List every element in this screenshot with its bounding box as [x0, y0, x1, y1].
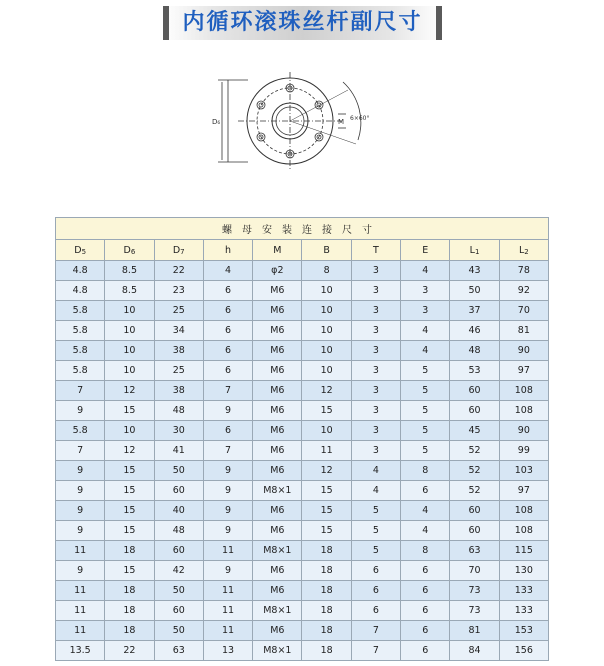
table-cell: 18 — [302, 561, 351, 581]
table-cell: 6 — [401, 641, 450, 661]
table-cell: 42 — [154, 561, 203, 581]
table-row — [56, 281, 549, 301]
table-cell: 5.8 — [56, 341, 105, 361]
table-cell: 18 — [105, 581, 154, 601]
table-cell: 41 — [154, 441, 203, 461]
table-cell: 81 — [499, 321, 548, 341]
table-cell: 60 — [450, 521, 499, 541]
table-cell: 9 — [56, 521, 105, 541]
table-cell: 10 — [302, 281, 351, 301]
table-row — [56, 261, 549, 281]
column-header-label: L — [469, 244, 475, 256]
table-row — [56, 461, 549, 481]
table-cell: 11 — [56, 541, 105, 561]
page-title: 内循环滚珠丝杆副尺寸 — [182, 10, 423, 35]
table-cell: 13.5 — [56, 641, 105, 661]
column-header-row — [56, 240, 549, 261]
table-cell: 60 — [450, 401, 499, 421]
table-cell: 153 — [499, 621, 548, 641]
column-header-label: D — [123, 244, 131, 256]
table-cell: 5 — [401, 381, 450, 401]
table-cell: 7 — [203, 381, 252, 401]
table-cell: 18 — [302, 641, 351, 661]
table-cell: 18 — [105, 601, 154, 621]
table-cell: 38 — [154, 381, 203, 401]
table-cell: 46 — [450, 321, 499, 341]
table-cell: 6 — [203, 341, 252, 361]
table-cell: 130 — [499, 561, 548, 581]
table-cell: 3 — [351, 421, 400, 441]
table-cell: 10 — [105, 341, 154, 361]
column-header — [56, 240, 105, 261]
table-cell: 22 — [105, 641, 154, 661]
table-row — [56, 401, 549, 421]
table-row — [56, 341, 549, 361]
dim-label-vertical: D₆ — [212, 118, 221, 126]
table-cell: 10 — [302, 301, 351, 321]
column-header — [499, 240, 548, 261]
table-cell: 8 — [401, 461, 450, 481]
table-cell: 6 — [203, 281, 252, 301]
table-cell: M6 — [253, 321, 302, 341]
column-header-label: T — [373, 244, 379, 256]
table-cell: 156 — [499, 641, 548, 661]
table-cell: 60 — [154, 481, 203, 501]
table-cell: 99 — [499, 441, 548, 461]
table-cell: 18 — [302, 541, 351, 561]
table-cell: M8×1 — [253, 541, 302, 561]
table-cell: 11 — [203, 581, 252, 601]
column-header — [203, 240, 252, 261]
table-cell: 4.8 — [56, 281, 105, 301]
column-header — [302, 240, 351, 261]
column-header — [351, 240, 400, 261]
table-cell: 12 — [105, 441, 154, 461]
table-row — [56, 321, 549, 341]
table-cell: 6 — [203, 361, 252, 381]
table-cell: 3 — [351, 261, 400, 281]
table-cell: 10 — [302, 321, 351, 341]
table-body — [56, 261, 549, 661]
table-cell: 70 — [499, 301, 548, 321]
table-cell: 5.8 — [56, 321, 105, 341]
table-cell: 11 — [203, 621, 252, 641]
table-cell: 133 — [499, 581, 548, 601]
table-cell: M6 — [253, 341, 302, 361]
table-cell: 5.8 — [56, 361, 105, 381]
table-cell: 9 — [56, 401, 105, 421]
table-cell: 48 — [450, 341, 499, 361]
table-row — [56, 421, 549, 441]
table-cell: 5 — [351, 521, 400, 541]
table-cell: 15 — [302, 521, 351, 541]
table-cell: 18 — [302, 621, 351, 641]
table-cell: 108 — [499, 521, 548, 541]
table-cell: 60 — [450, 501, 499, 521]
table-cell: 84 — [450, 641, 499, 661]
table-cell: 15 — [105, 401, 154, 421]
title-banner — [163, 6, 442, 40]
table-cell: 5.8 — [56, 421, 105, 441]
table-cell: 50 — [154, 461, 203, 481]
table-cell: 11 — [203, 601, 252, 621]
column-header-subscript: 2 — [524, 247, 529, 256]
table-cell: 12 — [302, 461, 351, 481]
table-cell: M6 — [253, 621, 302, 641]
table-row — [56, 441, 549, 461]
table-row — [56, 581, 549, 601]
table-cell: 50 — [154, 581, 203, 601]
table-cell: 5 — [351, 541, 400, 561]
table-row — [56, 621, 549, 641]
table-cell: 10 — [105, 421, 154, 441]
table-cell: 52 — [450, 461, 499, 481]
table-cell: 60 — [450, 381, 499, 401]
table-cell: 15 — [302, 501, 351, 521]
column-header-label: E — [422, 244, 429, 256]
table-cell: 4 — [351, 461, 400, 481]
table-cell: 70 — [450, 561, 499, 581]
table-cell: 15 — [105, 461, 154, 481]
table-cell: 9 — [203, 401, 252, 421]
table-cell: 15 — [105, 521, 154, 541]
table-cell: 11 — [56, 621, 105, 641]
table-cell: 3 — [351, 301, 400, 321]
table-cell: 4 — [401, 321, 450, 341]
table-cell: 60 — [154, 601, 203, 621]
column-header — [253, 240, 302, 261]
table-cell: 9 — [56, 561, 105, 581]
table-cell: 18 — [302, 601, 351, 621]
table-cell: 90 — [499, 421, 548, 441]
table-cell: 9 — [203, 561, 252, 581]
table-cell: 60 — [154, 541, 203, 561]
table-cell: 10 — [105, 361, 154, 381]
table-cell: 18 — [302, 581, 351, 601]
table-cell: 3 — [351, 341, 400, 361]
table-cell: M6 — [253, 421, 302, 441]
table-cell: M6 — [253, 581, 302, 601]
table-cell: 63 — [154, 641, 203, 661]
table-cell: M6 — [253, 441, 302, 461]
table-cell: 10 — [105, 301, 154, 321]
table-cell: 4.8 — [56, 261, 105, 281]
angle-label: 6×60° — [350, 115, 370, 122]
table-cell: 92 — [499, 281, 548, 301]
table-cell: 8.5 — [105, 281, 154, 301]
table-cell: 25 — [154, 361, 203, 381]
table-cell: 15 — [105, 501, 154, 521]
table-cell: 9 — [203, 521, 252, 541]
table-cell: 5 — [401, 361, 450, 381]
spec-table — [55, 217, 549, 661]
table-cell: 50 — [450, 281, 499, 301]
table-row — [56, 521, 549, 541]
table-cell: 9 — [203, 461, 252, 481]
column-header-label: h — [225, 244, 232, 256]
table-cell: 18 — [105, 621, 154, 641]
table-cell: 7 — [56, 381, 105, 401]
table-cell: 6 — [401, 621, 450, 641]
column-header-label: B — [323, 244, 330, 256]
column-header — [450, 240, 499, 261]
table-cell: 9 — [56, 481, 105, 501]
column-header-label: M — [273, 244, 282, 256]
table-cell: 7 — [203, 441, 252, 461]
table-cell: 18 — [105, 541, 154, 561]
table-cell: 10 — [302, 361, 351, 381]
table-cell: 5 — [401, 421, 450, 441]
column-header — [105, 240, 154, 261]
table-cell: 3 — [351, 441, 400, 461]
table-cell: 7 — [56, 441, 105, 461]
table-cell: 11 — [56, 601, 105, 621]
table-cell: 5 — [401, 441, 450, 461]
table-cell: 6 — [351, 601, 400, 621]
table-row — [56, 641, 549, 661]
table-cell: 73 — [450, 581, 499, 601]
table-cell: 3 — [401, 301, 450, 321]
column-header-label: D — [172, 244, 181, 256]
table-cell: 12 — [302, 381, 351, 401]
table-cell: 45 — [450, 421, 499, 441]
table-cell: M6 — [253, 561, 302, 581]
table-cell: M6 — [253, 281, 302, 301]
table-cell: M6 — [253, 381, 302, 401]
table-row — [56, 361, 549, 381]
table-cell: 9 — [56, 501, 105, 521]
table-cell: 73 — [450, 601, 499, 621]
table-cell: 6 — [401, 481, 450, 501]
table-cell: 34 — [154, 321, 203, 341]
table-cell: 7 — [351, 621, 400, 641]
table-cell: 4 — [401, 341, 450, 361]
table-cell: 6 — [401, 561, 450, 581]
table-row — [56, 301, 549, 321]
table-cell: M8×1 — [253, 481, 302, 501]
table-cell: 52 — [450, 481, 499, 501]
column-header-label: L — [518, 244, 525, 256]
table-cell: 108 — [499, 501, 548, 521]
table-cell: 6 — [203, 421, 252, 441]
angle-ray-lower — [290, 121, 356, 144]
table-cell: 133 — [499, 601, 548, 621]
table-cell: 10 — [302, 341, 351, 361]
column-header-subscript: 7 — [180, 247, 185, 256]
table-cell: 12 — [105, 381, 154, 401]
table-cell: 5.8 — [56, 301, 105, 321]
table-cell: 4 — [203, 261, 252, 281]
table-cell: 3 — [351, 281, 400, 301]
dim-label-m: M — [338, 118, 345, 126]
table-cell: 5 — [401, 401, 450, 421]
table-cell: 4 — [401, 521, 450, 541]
table-cell: 8.5 — [105, 261, 154, 281]
table-cell: 11 — [56, 581, 105, 601]
table-cell: 3 — [351, 401, 400, 421]
table-cell: 11 — [302, 441, 351, 461]
table-cell: 3 — [351, 321, 400, 341]
table-cell: 97 — [499, 361, 548, 381]
table-cell: 25 — [154, 301, 203, 321]
table-cell: 97 — [499, 481, 548, 501]
table-cell: 9 — [203, 501, 252, 521]
table-cell: 5 — [351, 501, 400, 521]
table-cell: φ2 — [253, 261, 302, 281]
table-cell: 8 — [302, 261, 351, 281]
table-cell: M6 — [253, 521, 302, 541]
table-cell: 40 — [154, 501, 203, 521]
table-row — [56, 541, 549, 561]
table-cell: 53 — [450, 361, 499, 381]
table-cell: 50 — [154, 621, 203, 641]
table-cell: 30 — [154, 421, 203, 441]
table-cell: 15 — [302, 481, 351, 501]
table-cell: 4 — [351, 481, 400, 501]
column-header-subscript: 6 — [130, 247, 136, 256]
table-cell: M8×1 — [253, 641, 302, 661]
table-row — [56, 501, 549, 521]
table-row — [56, 561, 549, 581]
table-cell: 22 — [154, 261, 203, 281]
table-cell: 78 — [499, 261, 548, 281]
table-row — [56, 601, 549, 621]
table-cell: 6 — [401, 581, 450, 601]
table-cell: 48 — [154, 521, 203, 541]
table-cell: 90 — [499, 341, 548, 361]
table-cell: 63 — [450, 541, 499, 561]
column-header — [401, 240, 450, 261]
table-row — [56, 481, 549, 501]
table-cell: 4 — [401, 501, 450, 521]
table-cell: M6 — [253, 501, 302, 521]
table-cell: 81 — [450, 621, 499, 641]
table-cell: M6 — [253, 301, 302, 321]
table-cell: 3 — [401, 281, 450, 301]
table-cell: 115 — [499, 541, 548, 561]
group-header: 螺母安装连接尺寸 — [56, 218, 549, 240]
table-cell: 48 — [154, 401, 203, 421]
table-cell: 13 — [203, 641, 252, 661]
column-header-subscript: 1 — [474, 247, 480, 256]
table-cell: 6 — [401, 601, 450, 621]
table-cell: M6 — [253, 361, 302, 381]
table-cell: 38 — [154, 341, 203, 361]
table-cell: 4 — [401, 261, 450, 281]
table-cell: 3 — [351, 381, 400, 401]
column-header — [154, 240, 203, 261]
table-cell: 37 — [450, 301, 499, 321]
table-cell: 23 — [154, 281, 203, 301]
column-header-subscript: 5 — [81, 247, 87, 256]
table-cell: 6 — [351, 581, 400, 601]
table-cell: 10 — [302, 421, 351, 441]
flange-diagram — [208, 70, 388, 175]
table-cell: 7 — [351, 641, 400, 661]
table-cell: 8 — [401, 541, 450, 561]
table-cell: 103 — [499, 461, 548, 481]
table-cell: 15 — [302, 401, 351, 421]
table-cell: 108 — [499, 401, 548, 421]
table-cell: M6 — [253, 461, 302, 481]
table-cell: 6 — [203, 321, 252, 341]
table-cell: 11 — [203, 541, 252, 561]
table-cell: 108 — [499, 381, 548, 401]
table-cell: M8×1 — [253, 601, 302, 621]
table-cell: 52 — [450, 441, 499, 461]
table-cell: 15 — [105, 481, 154, 501]
column-header-label: D — [74, 244, 82, 256]
table-cell: 3 — [351, 361, 400, 381]
table-cell: 10 — [105, 321, 154, 341]
table-cell: 9 — [56, 461, 105, 481]
table-cell: 6 — [203, 301, 252, 321]
table-cell: 9 — [203, 481, 252, 501]
table-cell: 43 — [450, 261, 499, 281]
table-cell: 6 — [351, 561, 400, 581]
table-row — [56, 381, 549, 401]
table-cell: M6 — [253, 401, 302, 421]
angle-arc — [343, 82, 361, 140]
table-cell: 15 — [105, 561, 154, 581]
